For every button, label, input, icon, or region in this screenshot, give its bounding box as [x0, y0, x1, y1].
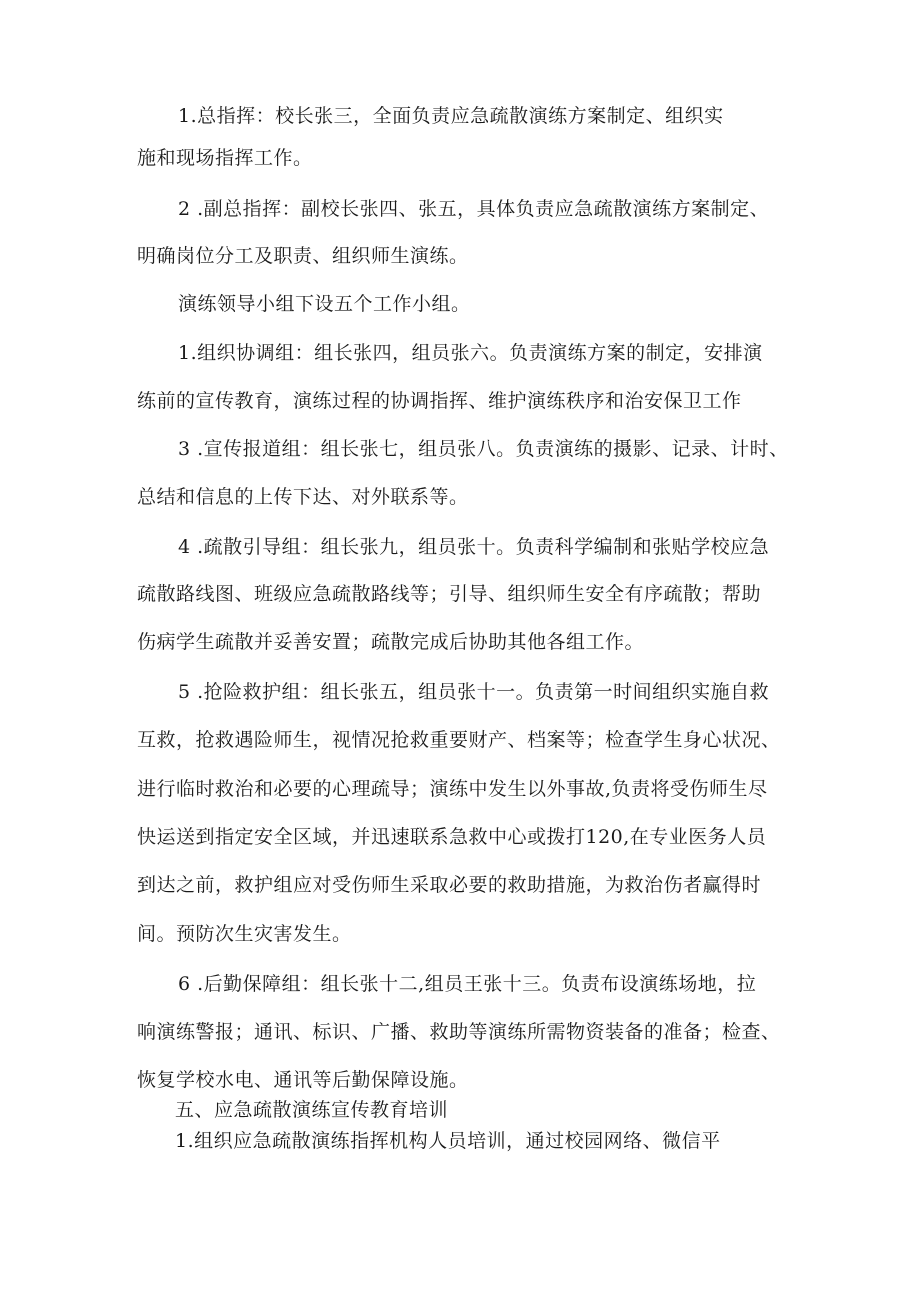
- coordination-group-line-2: 练前的宣传教育，演练过程的协调指挥、维护演练秩序和治安保卫工作: [137, 390, 742, 412]
- coordination-group-line-1: 1.组织协调组：组长张四，组员张六。负责演练方案的制定，安排演: [178, 342, 763, 364]
- rescue-group-line-5: 到达之前，救护组应对受伤师生采取必要的救助措施，为救治伤者赢得时: [137, 874, 762, 896]
- publicity-group-line-2: 总结和信息的上传下达、对外联系等。: [137, 486, 469, 508]
- rescue-group-line-1: 5 .抢险救护组：组长张五，组员张十一。负责第一时间组织实施自救: [178, 681, 770, 703]
- section-five-heading: 五、应急疏散演练宣传教育培训: [175, 1099, 449, 1121]
- evacuation-group-line-1: 4 .疏散引导组：组长张九，组员张十。负责科学编制和张贴学校应急: [178, 536, 770, 558]
- rescue-group-line-6: 间。预防次生灾害发生。: [137, 923, 352, 945]
- commander-line-1: 1.总指挥：校长张三，全面负责应急疏散演练方案制定、组织实: [178, 105, 724, 127]
- section-five-line-1: 1.组织应急疏散演练指挥机构人员培训，通过校园网络、微信平: [175, 1130, 721, 1152]
- logistics-group-line-3: 恢复学校水电、通讯等后勤保障设施。: [137, 1069, 469, 1091]
- logistics-group-line-1: 6 .后勤保障组：组长张十二,组员王张十三。负责布设演练场地，拉: [178, 973, 757, 995]
- evacuation-group-line-3: 伤病学生疏散并妥善安置；疏散完成后协助其他各组工作。: [137, 631, 645, 653]
- logistics-group-line-2: 响演练警报；通讯、标识、广播、救助等演练所需物资装备的准备；检查、: [137, 1021, 781, 1043]
- rescue-group-line-2: 互救，抢救遇险师生，视情况抢救重要财产、档案等；检查学生身心状况、: [137, 729, 781, 751]
- commander-line-2: 施和现场指挥工作。: [137, 147, 313, 169]
- deputy-commander-line-2: 明确岗位分工及职责、组织师生演练。: [137, 245, 469, 267]
- evacuation-group-line-2: 疏散路线图、班级应急疏散路线等；引导、组织师生安全有序疏散；帮助: [137, 583, 762, 605]
- deputy-commander-line-1: 2 .副总指挥：副校长张四、张五，具体负责应急疏散演练方案制定、: [178, 198, 770, 220]
- publicity-group-line-1: 3 .宣传报道组：组长张七，组员张八。负责演练的摄影、记录、计时、: [178, 438, 789, 460]
- rescue-group-line-3: 进行临时救治和必要的心理疏导；演练中发生以外事故,负责将受伤师生尽: [137, 778, 768, 800]
- rescue-group-line-4: 快运送到指定安全区域，并迅速联系急救中心或拨打120,在专业医务人员: [137, 826, 767, 848]
- working-groups-intro: 演练领导小组下设五个工作小组。: [178, 293, 471, 315]
